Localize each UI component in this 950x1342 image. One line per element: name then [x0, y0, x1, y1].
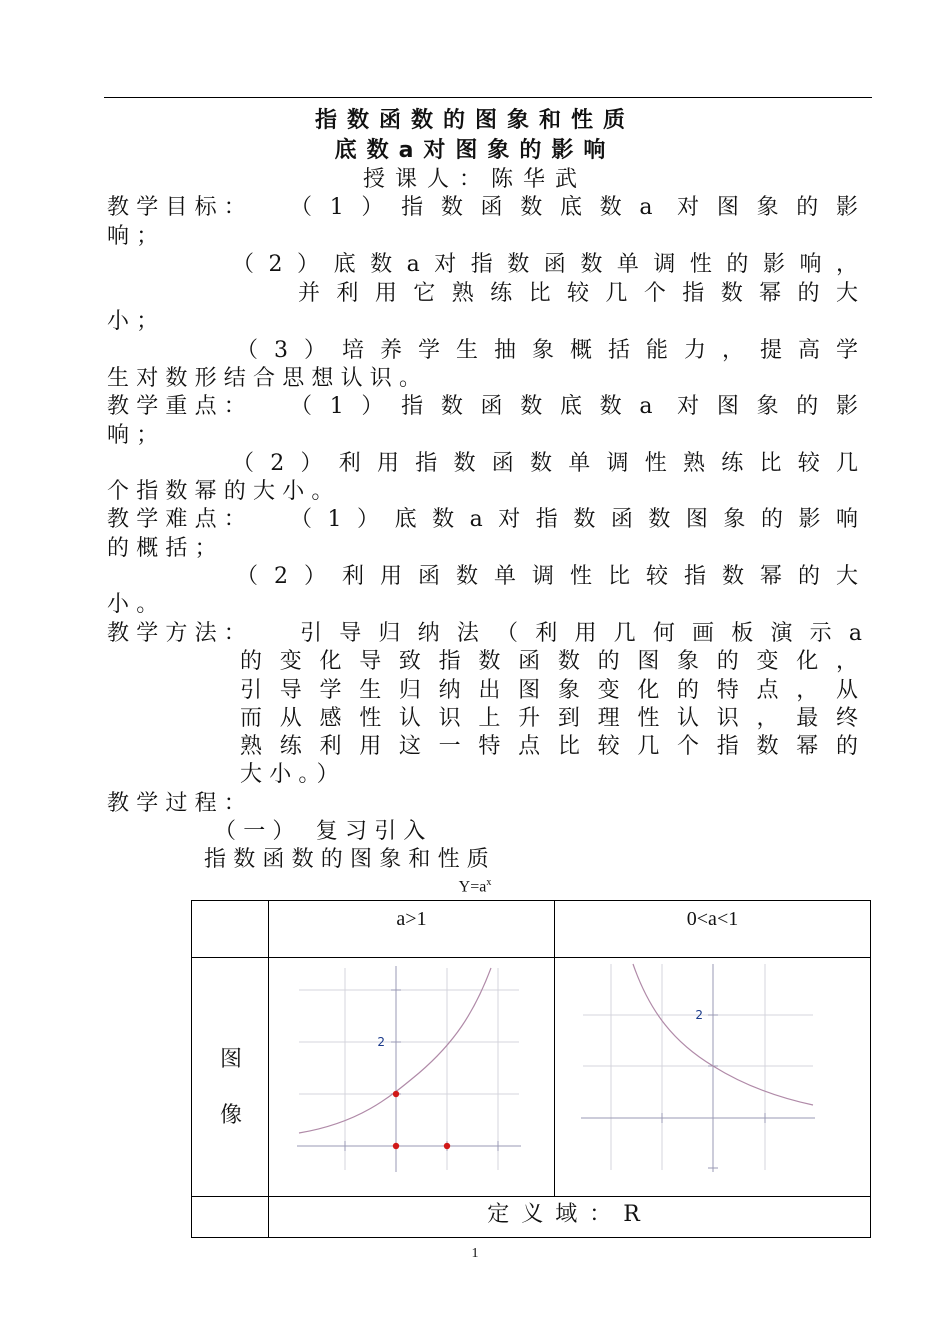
method-line-1: 引导归纳法（利用几何画板演示a [300, 621, 862, 646]
graph-cell-increasing [268, 957, 555, 1197]
objective-1-cont: 响； [107, 224, 166, 249]
header-a-between-0-1: 0<a<1 [554, 900, 871, 958]
image-label-char-1: 图 [219, 1047, 242, 1072]
title-line-1: 指数函数的图象和性质 [314, 108, 635, 133]
key-points-label: 教学重点： [107, 394, 254, 419]
key-point-2-cont: 个指数幂的大小。 [107, 479, 341, 504]
difficulty-1-cont: 的概括； [107, 536, 224, 561]
domain-row: 定义域：R [268, 1196, 871, 1238]
key-point-1-cont: 响； [107, 423, 166, 448]
point-0-1 [393, 1091, 399, 1097]
domain-row-label-cell [191, 1196, 269, 1238]
method-line-5: 熟练利用这一特点比较几个指数幂的 [240, 734, 858, 759]
method-line-4: 而从感性认识上升到理性认识，最终 [240, 706, 858, 731]
image-label-cell [191, 957, 269, 1197]
process-label: 教学过程： [107, 791, 254, 816]
objectives-label: 教学目标： [107, 195, 254, 220]
header-rule [104, 97, 872, 98]
section-subtitle: 指数函数的图象和性质 [204, 847, 497, 872]
page-number: 1 [471, 1246, 479, 1261]
objective-3-text: （3）培养学生抽象概括能力，提高学 [236, 338, 858, 363]
objective-2-cont: 并利用它熟练比较几个指数幂的大 [298, 281, 858, 306]
difficulty-2-cont: 小。 [107, 592, 166, 617]
objective-1-text: （1）指数函数底数a 对图象的影 [290, 195, 858, 220]
key-point-2-text: （2）利用指数函数单调性熟练比较几 [232, 451, 858, 476]
graph-decreasing [555, 958, 870, 1196]
difficulty-1-text: （1）底数a对指数函数图象的影响 [290, 507, 858, 532]
image-label-char-2: 像 [219, 1103, 242, 1128]
graph-increasing-tick-label: 2 [377, 1035, 385, 1049]
method-line-6: 大小。） [240, 762, 346, 787]
graph-increasing [269, 958, 554, 1196]
table-corner-cell [191, 900, 269, 958]
properties-table [191, 900, 871, 1238]
section-1-heading: （一） 复习引入 [214, 819, 433, 844]
key-point-1-text: （1）指数函数底数a 对图象的影 [290, 394, 858, 419]
method-line-2: 的变化导致指数函数的图象的变化， [240, 649, 858, 674]
header-a-greater-1: a>1 [268, 900, 555, 958]
author-line: 授课人：陈华武 [362, 167, 587, 192]
objective-3-cont: 生对数形结合思想认识。 [107, 366, 429, 391]
graph-decreasing-tick-label: 2 [695, 1008, 703, 1022]
title-line-2: 底数a对图象的影响 [334, 138, 616, 163]
point-origin [393, 1143, 399, 1149]
method-line-3: 引导学生归纳出图象变化的特点，从 [240, 678, 858, 703]
formula: $Y=a^x$ [458, 877, 492, 896]
objective-2-end: 小； [107, 309, 166, 334]
difficulties-label: 教学难点： [107, 507, 254, 532]
difficulty-2-text: （2）利用函数单调性比较指数幂的大 [236, 564, 858, 589]
objective-2-text: （2）底数a对指数函数单调性的影响， [232, 252, 858, 277]
graph-cell-decreasing [554, 957, 871, 1197]
method-label: 教学方法： [107, 621, 254, 646]
point-1-0 [444, 1143, 450, 1149]
